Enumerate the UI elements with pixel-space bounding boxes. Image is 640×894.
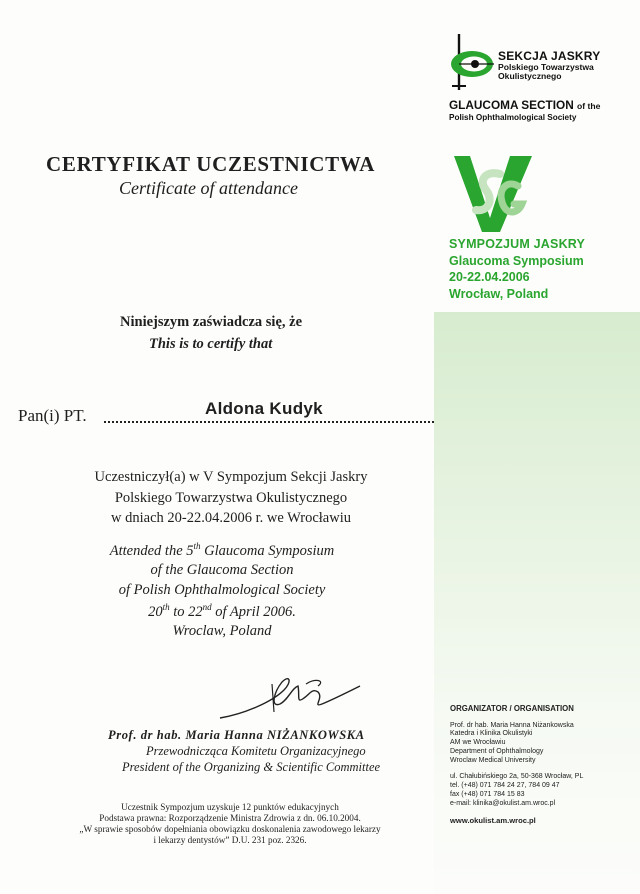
certificate-title: CERTYFIKAT UCZESTNICTWA xyxy=(46,152,376,176)
attendance-text-pl xyxy=(60,467,402,529)
attendance-en-line2: of the Glaucoma Section xyxy=(150,562,294,579)
signatory-name: Prof. dr hab. Maria Hanna NIŻANKOWSKA xyxy=(108,728,365,742)
attendance-pl-line2: Polskiego Towarzystwa Okulistycznego xyxy=(114,489,348,506)
organizer-line4: Department of Ophthalmology xyxy=(450,747,544,755)
certify-text-en: This is to certify that xyxy=(149,336,273,352)
attendance-pl-line3: w dniach 20-22.04.2006 r. we Wrocławiu xyxy=(111,510,351,527)
glaucoma-section-title: GLAUCOMA SECTION xyxy=(449,98,574,112)
handwritten-signature xyxy=(214,664,374,726)
certify-text-pl: Niniejszym zaświadcza się, że xyxy=(120,314,303,330)
attendance-en-line4 xyxy=(96,601,348,622)
organizer-address: ul. Chałubińskiego 2a, 50-368 Wrocław, PL xyxy=(450,773,584,781)
organizer-line5: Wroclaw Medical University xyxy=(450,756,536,764)
symposium-title-pl: SYMPOZJUM JASKRY xyxy=(449,237,586,251)
eye-emblem-logo xyxy=(446,30,496,92)
participant-name: Aldona Kudyk xyxy=(205,399,323,418)
sekcja-logo-text xyxy=(498,50,600,81)
en-l1a: Attended the 5 xyxy=(109,542,194,559)
sekcja-title: SEKCJA JASKRY xyxy=(498,49,601,63)
en-l4-sup2: nd xyxy=(202,601,212,612)
symposium-dates: 20-22.04.2006 xyxy=(449,270,530,284)
symposium-info xyxy=(449,236,585,302)
en-l4a: 20 xyxy=(148,603,163,620)
organizer-email: e-mail: klinika@okulist.am.wroc.pl xyxy=(450,799,556,807)
organizer-line3: AM we Wrocławiu xyxy=(450,739,506,747)
organizer-tel: tel. (+48) 071 784 24 27, 784 09 47 xyxy=(450,782,560,790)
symposium-monogram-logo xyxy=(452,154,534,234)
society-name: Polish Ophthalmological Society xyxy=(449,113,577,122)
signatory-role-pl: Przewodnicząca Komitetu Organizacyjnego xyxy=(146,744,366,758)
attendance-en-line5: Wroclaw, Poland xyxy=(172,622,272,639)
sekcja-line2: Polskiego Towarzystwa xyxy=(498,61,594,72)
en-l1-sup: th xyxy=(193,541,201,551)
attendance-en-line1 xyxy=(96,540,348,561)
footer-note xyxy=(54,802,406,845)
organizer-line2: Katedra i Klinika Okulistyki xyxy=(450,730,533,738)
attendance-en-line3: of Polish Ophthalmological Society xyxy=(118,581,326,598)
organizer-fax: fax (+48) 071 784 15 83 xyxy=(450,790,525,798)
footer-line3: „W sprawie sposobów dopełniania obowiązku doskonalenia zawodowego lekarzy xyxy=(79,823,381,834)
symposium-title-en: Glaucoma Symposium xyxy=(449,253,584,268)
organizer-block xyxy=(450,704,583,826)
attendance-text-en xyxy=(96,540,348,641)
symposium-location: Wrocław, Poland xyxy=(449,286,549,301)
certificate-subtitle: Certificate of attendance xyxy=(119,178,298,198)
en-l1b: Glaucoma Symposium xyxy=(200,542,335,559)
en-l4b: to 22 xyxy=(169,603,203,620)
en-l4c: of April 2006. xyxy=(211,603,296,620)
sekcja-line3: Okulistycznego xyxy=(498,70,562,81)
en-l4-sup1: th xyxy=(162,601,170,612)
signatory-role-en: President of the Organizing & Scientific Committee xyxy=(122,760,381,774)
attendance-pl-line1: Uczestniczył(a) w V Sympozjum Sekcji Jaskry xyxy=(94,469,368,485)
footer-line4: i lekarzy dentystów” D.U. 231 poz. 2326. xyxy=(153,834,307,845)
organizer-website: www.okulist.am.wroc.pl xyxy=(450,816,536,826)
organizer-heading: ORGANIZATOR / ORGANISATION xyxy=(450,704,574,713)
organizer-line1: Prof. dr hab. Maria Hanna Niżankowska xyxy=(450,721,574,729)
footer-line2: Podstawa prawna: Rozporządzenie Ministra Zdrowia z dn. 06.10.2004. xyxy=(99,812,361,823)
pan-label: Pan(i) PT. xyxy=(18,406,87,425)
footer-line1: Uczestnik Sympozjum uzyskuje 12 punktów edukacyjnych xyxy=(121,802,339,812)
of-the-text: of the xyxy=(577,101,601,111)
glaucoma-section-line xyxy=(449,98,600,112)
